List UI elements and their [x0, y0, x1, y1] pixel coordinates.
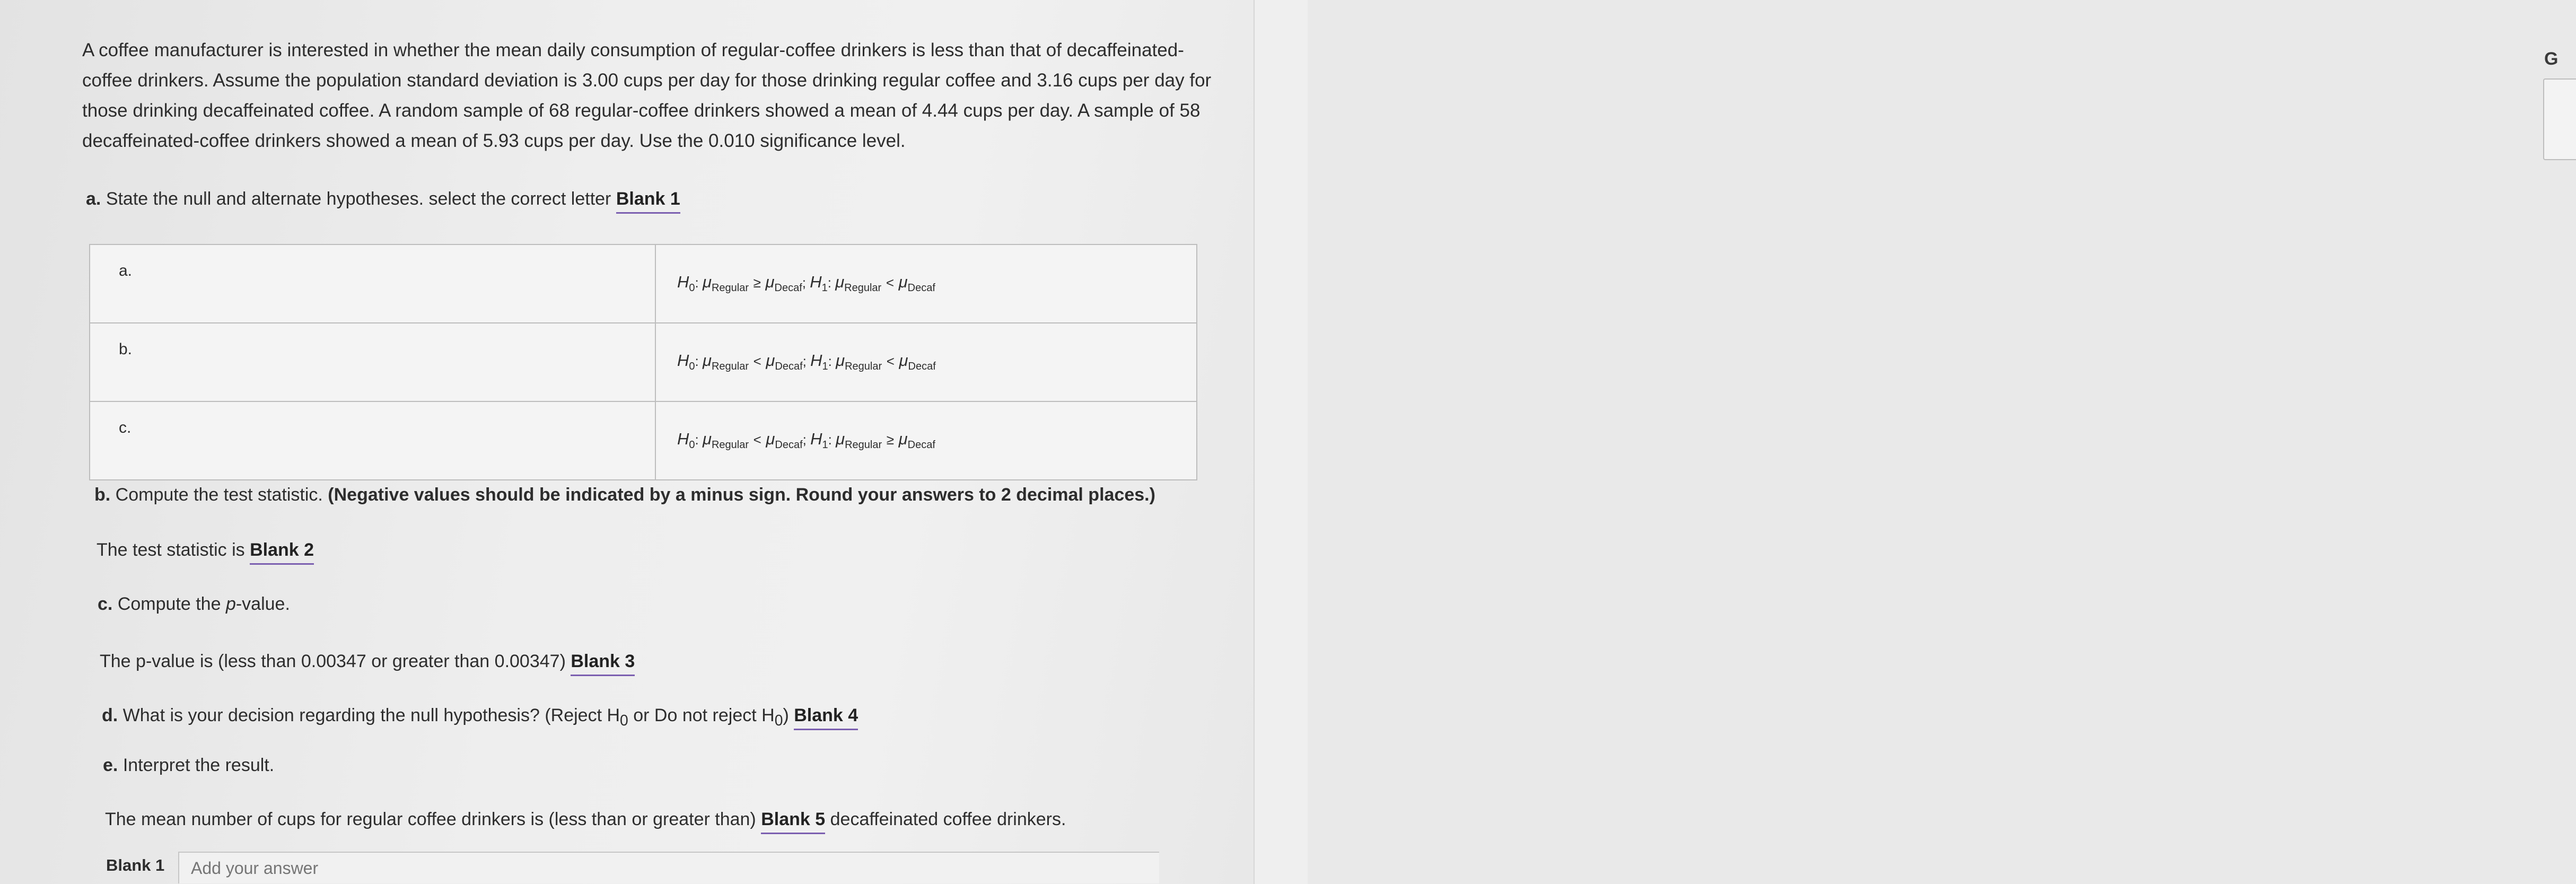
question-a: [86, 189, 680, 209]
question-c-text-after: -value.: [235, 594, 290, 614]
h1-symbol: $H_1$: [810, 273, 828, 294]
question-b: [94, 485, 1155, 505]
question-e-text: Interpret the result.: [122, 755, 275, 775]
h0-relation: ≥: [753, 275, 761, 291]
question-b-instructions: (Negative values should be indicated by a minus sign. Round your answers to 2 decimal places.): [328, 485, 1155, 505]
h0-relation: <: [753, 353, 761, 370]
question-e-answer: [105, 809, 1066, 830]
question-d-text2: or Do not reject H: [628, 705, 775, 725]
blank-1-link[interactable]: Blank 1: [616, 189, 680, 214]
h1-relation: <: [886, 275, 895, 291]
h0-symbol: $H_0$: [677, 430, 695, 451]
question-b-answer: [97, 540, 314, 561]
question-page: [0, 0, 1254, 884]
question-intro: A coffee manufacturer is interested in whether the mean daily consumption of regular-coffee drinkers is less than that of decaffeinated-coffee drinkers. Assume the population standard deviation is 3.00 cups per day for those drinking regular coffee and 3.16 cups per day for those drinking decaffeinated coffee. A random sample of 68 regular-coffee drinkers showed a mean of 4.44 cups per day. A sample of 58 decaffeinated-coffee drinkers showed a mean of 5.93 cups per day. Use the 0.010 significance level.: [82, 40, 1212, 151]
question-e: [103, 755, 274, 776]
test-statistic-text: The test statistic is: [97, 540, 245, 560]
question-d-sub0: 0: [620, 712, 628, 729]
option-hypotheses: $H_0$: $\mu_{Regular} \ge \mu_{Decaf}$; $H_1$: $\mu_{Regular} < \mu_{Decaf}$: [655, 244, 1197, 323]
question-b-label: b.: [94, 485, 111, 505]
option-letter: a.: [90, 244, 655, 323]
answer-label: Blank 1: [106, 856, 165, 874]
side-panel-letter: G: [2544, 49, 2559, 69]
p-value-text: The p-value is (less than 0.00347 or greater than 0.00347): [100, 651, 566, 671]
option-letter: b.: [90, 323, 655, 401]
right-side-panel: [1254, 0, 2559, 884]
option-hypotheses: $H_0$: $\mu_{Regular} < \mu_{Decaf}$; $H_1$: $\mu_{Regular} \ge \mu_{Decaf}$: [655, 401, 1197, 480]
h0-symbol: $H_0$: [677, 351, 695, 373]
blank-5-link[interactable]: Blank 5: [761, 809, 825, 834]
option-hypotheses: $H_0$: $\mu_{Regular} < \mu_{Decaf}$; $H_1$: $\mu_{Regular} < \mu_{Decaf}$: [655, 323, 1197, 401]
interpret-text-before: The mean number of cups for regular coffee drinkers is (less than or greater than): [105, 809, 756, 829]
h0-relation: <: [753, 432, 761, 448]
question-c-label: c.: [98, 594, 113, 614]
question-c-answer: [100, 651, 635, 672]
side-panel-box[interactable]: [2543, 78, 2576, 160]
interpret-text-after: decaffeinated coffee drinkers.: [830, 809, 1066, 829]
hypothesis-option-row: [90, 244, 1197, 323]
h1-relation: <: [886, 353, 895, 370]
h1-relation: ≥: [886, 432, 895, 448]
blank-1-answer-input[interactable]: [178, 852, 1159, 883]
question-c: [98, 594, 290, 615]
question-d-text1: What is your decision regarding the null hypothesis? (Reject H: [122, 705, 620, 725]
blank-3-link[interactable]: Blank 3: [571, 651, 635, 676]
hypothesis-option-row: [90, 401, 1197, 480]
answer-row: [106, 847, 1159, 883]
blank-2-link[interactable]: Blank 2: [250, 540, 314, 565]
question-a-text: State the null and alternate hypotheses. select the correct letter: [106, 189, 611, 209]
question-c-p: p: [225, 594, 236, 614]
question-b-text: Compute the test statistic.: [115, 485, 323, 505]
question-d-label: d.: [102, 705, 118, 725]
hypothesis-option-row: [90, 323, 1197, 401]
question-d-text3: ): [783, 705, 789, 725]
option-letter: c.: [90, 401, 655, 480]
h0-symbol: $H_0$: [677, 273, 695, 294]
h1-symbol: $H_1$: [810, 430, 828, 451]
question-d-sub1: 0: [774, 712, 783, 729]
question-a-label: a.: [86, 189, 101, 209]
hypothesis-options-table: [89, 244, 1197, 480]
h1-symbol: $H_1$: [810, 351, 828, 373]
question-c-text-before: Compute the: [117, 594, 221, 614]
question-d: [102, 705, 858, 730]
blank-4-link[interactable]: Blank 4: [794, 705, 858, 730]
question-e-label: e.: [103, 755, 118, 775]
